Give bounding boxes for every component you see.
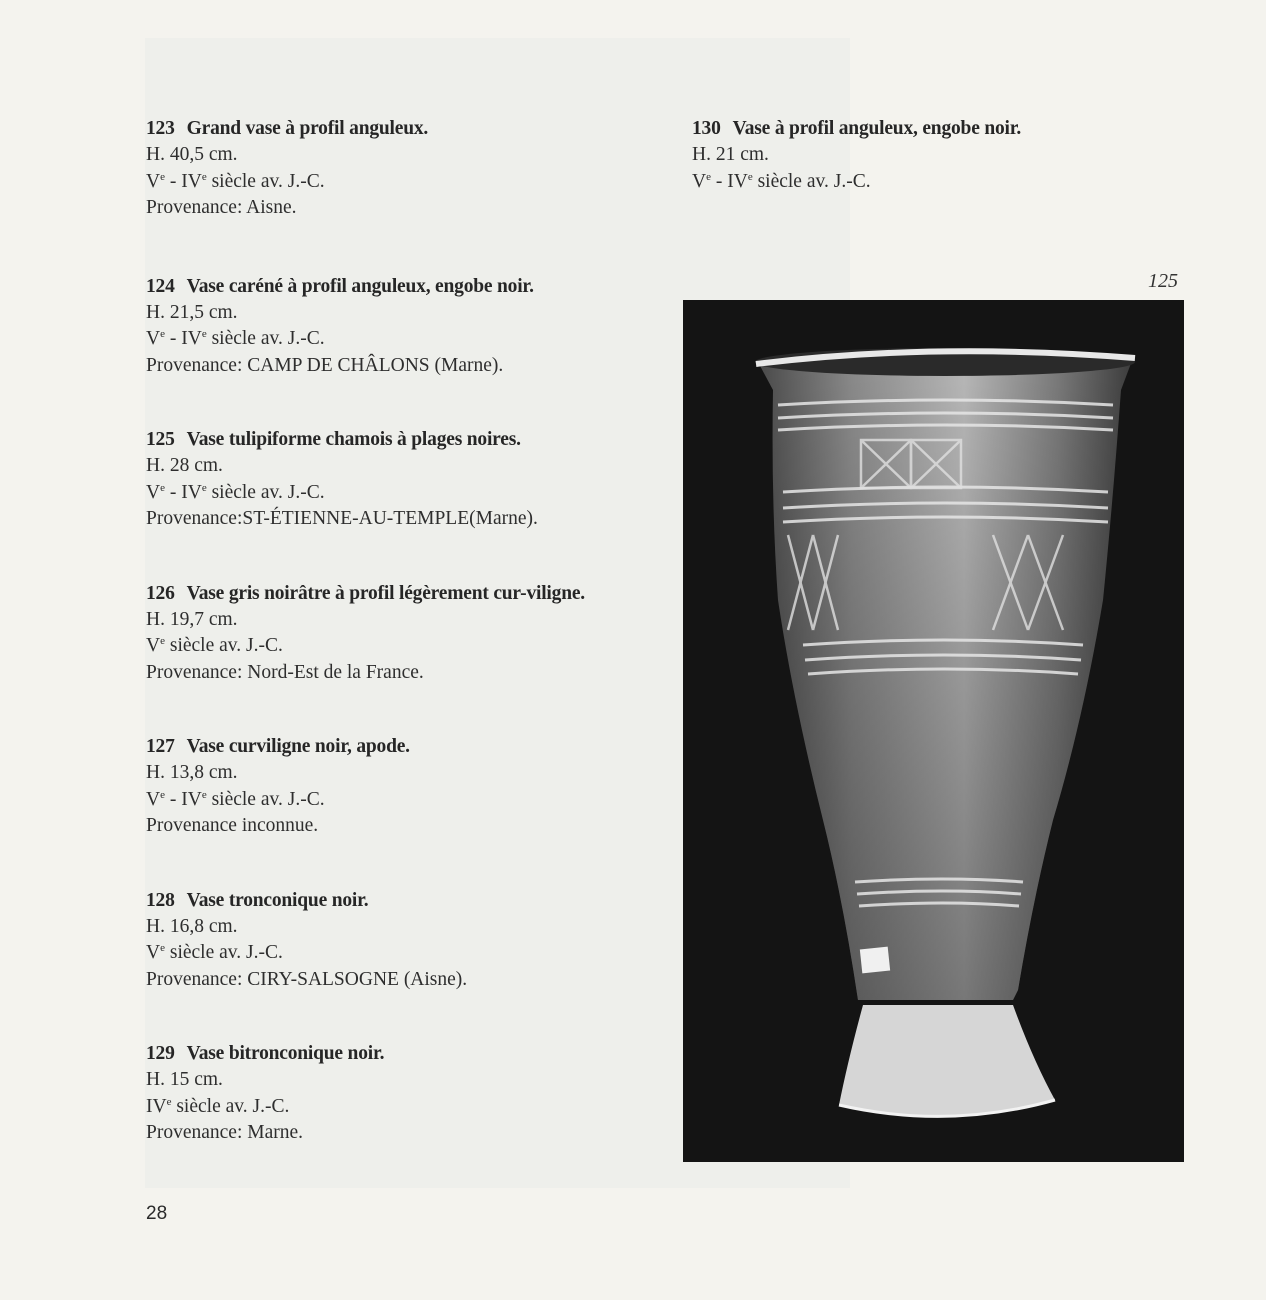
entry-date: Ve - IVe siècle av. J.-C. — [692, 170, 871, 192]
catalogue-entry-130 — [692, 116, 1192, 195]
catalogue-entry-123 — [146, 116, 636, 222]
entry-number: 126 — [146, 582, 175, 604]
entry-title: 125 Vase tulipiforme chamois à plages noires. — [146, 429, 521, 450]
entry-title: 128 Vase tronconique noir. — [146, 889, 369, 911]
page-number: 28 — [146, 1203, 168, 1224]
entry-date: IVe siècle av. J.-C. — [146, 1095, 290, 1117]
entry-title: 126 Vase gris noirâtre à profil légèrement cur-viligne. — [146, 582, 585, 604]
figure-label: 125 — [1148, 270, 1178, 292]
catalogue-entry-127 — [146, 734, 636, 840]
entry-date: Ve - IVe siècle av. J.-C. — [146, 481, 325, 503]
entry-provenance: Provenance: Nord-Est de la France. — [146, 661, 424, 683]
entry-height: H. 21 cm. — [692, 144, 769, 165]
entry-title: 123 Grand vase à profil anguleux. — [146, 118, 429, 139]
catalogue-right-column — [692, 116, 1192, 195]
entry-title: 130 Vase à profil anguleux, engobe noir. — [692, 118, 1022, 139]
entry-height: H. 40,5 cm. — [146, 144, 238, 165]
entry-title: 124 Vase caréné à profil anguleux, engobe noir. — [146, 275, 534, 297]
entry-number: 130 — [692, 118, 721, 139]
entry-provenance: Provenance:ST-ÉTIENNE-AU-TEMPLE(Marne). — [146, 508, 538, 529]
entry-date: Ve siècle av. J.-C. — [146, 635, 283, 656]
entry-number: 128 — [146, 889, 175, 911]
entry-height: H. 15 cm. — [146, 1069, 223, 1090]
entry-number: 127 — [146, 736, 175, 757]
entry-height: H. 13,8 cm. — [146, 762, 238, 783]
catalogue-left-column — [146, 116, 636, 1147]
entry-height: H. 16,8 cm. — [146, 915, 238, 937]
entry-provenance: Provenance inconnue. — [146, 815, 319, 836]
entry-title: 127 Vase curviligne noir, apode. — [146, 736, 410, 757]
entry-provenance: Provenance: CIRY-SALSOGNE (Aisne). — [146, 968, 468, 990]
entry-number: 129 — [146, 1043, 175, 1064]
entry-date: Ve - IVe siècle av. J.-C. — [146, 170, 325, 192]
catalogue-entry-128 — [146, 888, 636, 994]
catalogue-entry-125 — [146, 427, 636, 533]
entry-height: H. 21,5 cm. — [146, 301, 238, 323]
entry-provenance: Provenance: Marne. — [146, 1122, 304, 1143]
vase-icon — [683, 300, 1184, 1162]
entry-date: Ve - IVe siècle av. J.-C. — [146, 788, 325, 810]
entry-height: H. 28 cm. — [146, 455, 223, 476]
catalogue-entry-129 — [146, 1041, 636, 1147]
entry-date: Ve siècle av. J.-C. — [146, 942, 283, 963]
entry-provenance: Provenance: CAMP DE CHÂLONS (Marne). — [146, 354, 504, 376]
catalogue-entry-124 — [146, 274, 636, 380]
entry-number: 125 — [146, 429, 175, 450]
entry-date: Ve - IVe siècle av. J.-C. — [146, 328, 325, 349]
entry-height: H. 19,7 cm. — [146, 608, 238, 630]
entry-number: 123 — [146, 118, 175, 139]
vase-photograph — [683, 300, 1184, 1162]
entry-number: 124 — [146, 275, 175, 297]
entry-title: 129 Vase bitronconique noir. — [146, 1043, 385, 1064]
entry-provenance: Provenance: Aisne. — [146, 197, 297, 218]
catalogue-entry-126 — [146, 581, 636, 687]
